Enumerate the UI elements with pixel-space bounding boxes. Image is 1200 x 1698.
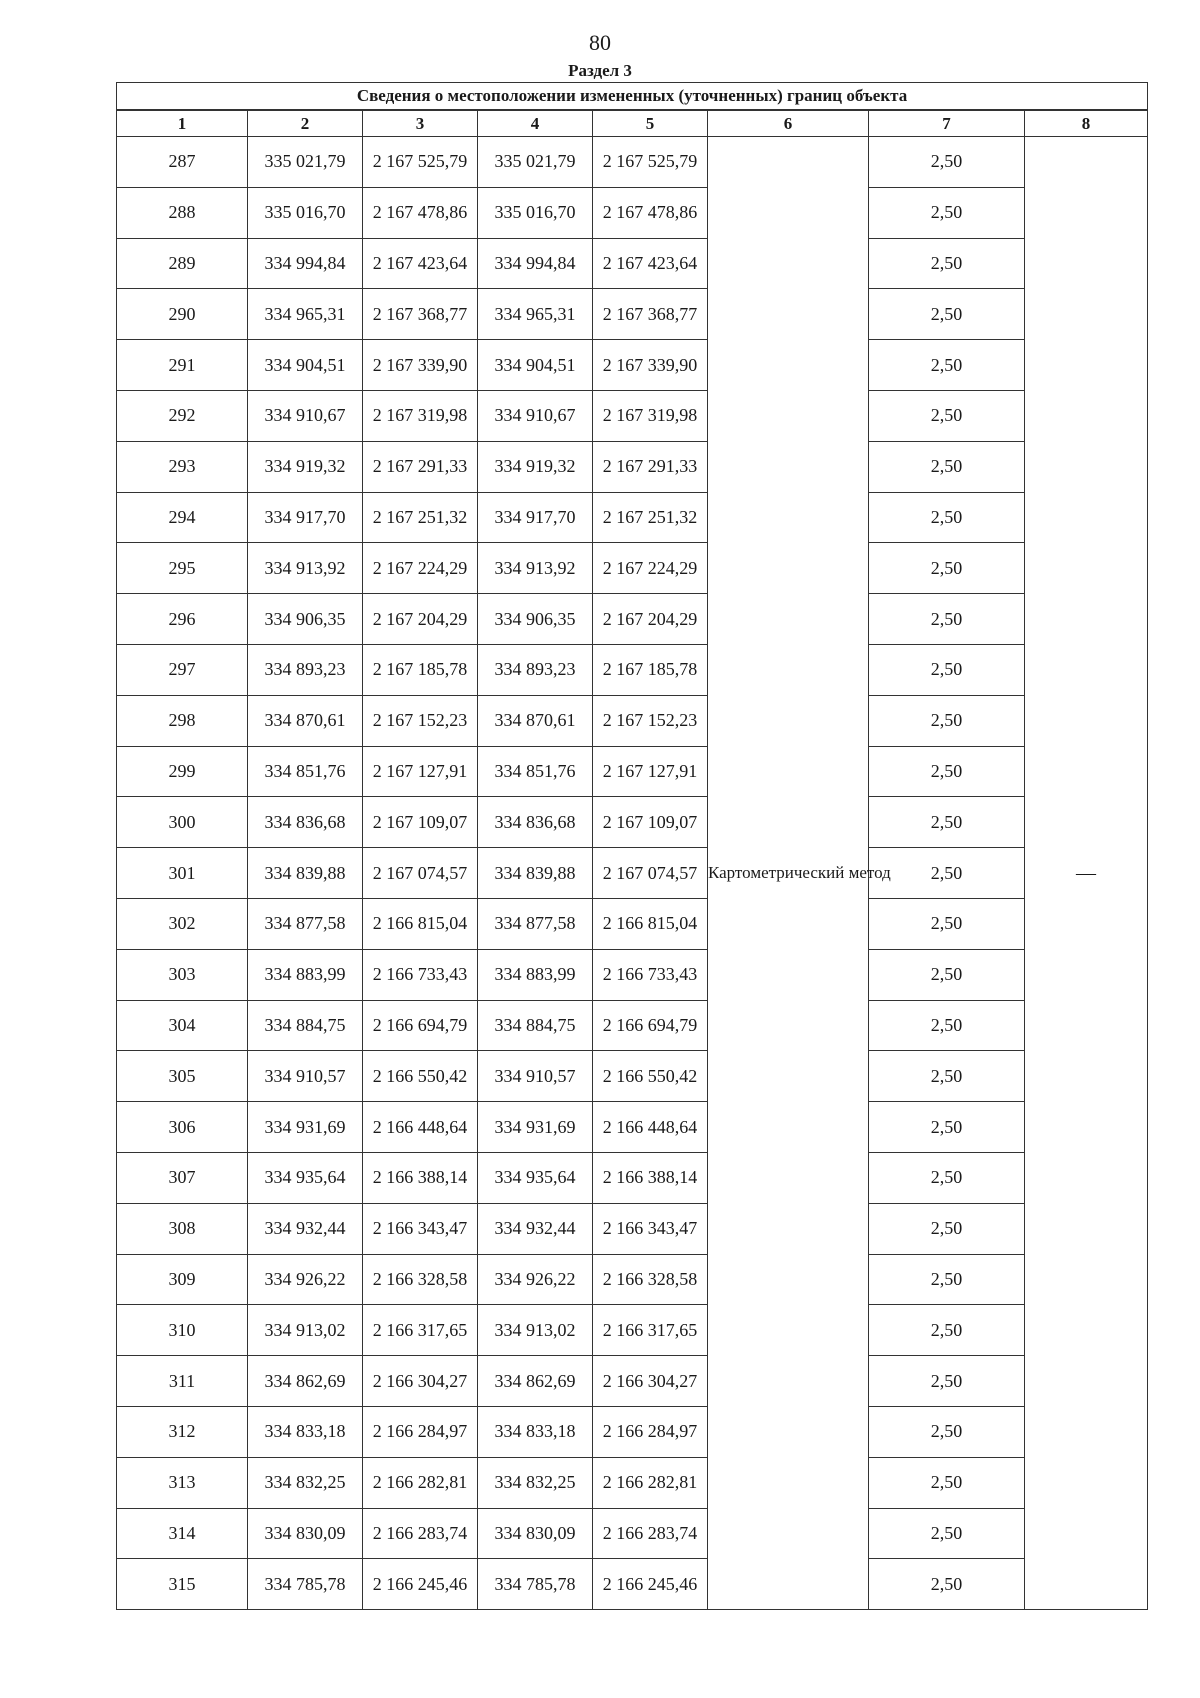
refined-y-cell: 2 166 550,42	[593, 1051, 708, 1102]
point-number-cell: 299	[117, 746, 248, 797]
existing-y-cell: 2 166 245,46	[363, 1559, 478, 1610]
table-row	[117, 492, 1148, 543]
existing-y-cell: 2 166 282,81	[363, 1457, 478, 1508]
accuracy-cell: 2,50	[869, 1254, 1025, 1305]
accuracy-cell: 2,50	[869, 340, 1025, 391]
refined-x-cell: 334 917,70	[478, 492, 593, 543]
refined-x-cell: 334 935,64	[478, 1152, 593, 1203]
point-number-cell: 309	[117, 1254, 248, 1305]
accuracy-cell: 2,50	[869, 1305, 1025, 1356]
existing-x-cell: 334 910,57	[248, 1051, 363, 1102]
existing-x-cell: 334 883,99	[248, 949, 363, 1000]
table-row	[117, 949, 1148, 1000]
method-cell: Картометрический метод	[708, 137, 869, 1610]
existing-x-cell: 334 906,35	[248, 594, 363, 645]
accuracy-cell: 2,50	[869, 594, 1025, 645]
refined-x-cell: 334 910,57	[478, 1051, 593, 1102]
table-row	[117, 187, 1148, 238]
refined-x-cell: 334 877,58	[478, 898, 593, 949]
refined-x-cell: 334 862,69	[478, 1356, 593, 1407]
accuracy-cell: 2,50	[869, 695, 1025, 746]
refined-x-cell: 334 884,75	[478, 1000, 593, 1051]
point-number-cell: 315	[117, 1559, 248, 1610]
point-number-cell: 306	[117, 1102, 248, 1153]
point-number-cell: 288	[117, 187, 248, 238]
refined-x-cell: 334 851,76	[478, 746, 593, 797]
refined-x-cell: 334 870,61	[478, 695, 593, 746]
table-row	[117, 137, 1148, 188]
point-number-cell: 312	[117, 1406, 248, 1457]
refined-y-cell: 2 166 284,97	[593, 1406, 708, 1457]
refined-y-cell: 2 166 304,27	[593, 1356, 708, 1407]
accuracy-cell: 2,50	[869, 238, 1025, 289]
point-number-cell: 292	[117, 390, 248, 441]
existing-x-cell: 334 965,31	[248, 289, 363, 340]
point-number-cell: 305	[117, 1051, 248, 1102]
existing-x-cell: 334 893,23	[248, 644, 363, 695]
refined-x-cell: 334 926,22	[478, 1254, 593, 1305]
refined-y-cell: 2 167 152,23	[593, 695, 708, 746]
point-number-cell: 300	[117, 797, 248, 848]
existing-x-cell: 334 904,51	[248, 340, 363, 391]
refined-y-cell: 2 167 319,98	[593, 390, 708, 441]
existing-x-cell: 335 016,70	[248, 187, 363, 238]
point-number-cell: 303	[117, 949, 248, 1000]
accuracy-cell: 2,50	[869, 1102, 1025, 1153]
point-number-cell: 297	[117, 644, 248, 695]
table-row	[117, 1203, 1148, 1254]
refined-y-cell: 2 167 423,64	[593, 238, 708, 289]
column-number-1: 1	[117, 110, 248, 137]
existing-y-cell: 2 167 251,32	[363, 492, 478, 543]
existing-y-cell: 2 166 328,58	[363, 1254, 478, 1305]
point-number-cell: 313	[117, 1457, 248, 1508]
existing-y-cell: 2 167 319,98	[363, 390, 478, 441]
column-number-4: 4	[478, 110, 593, 137]
table-body	[117, 137, 1148, 1610]
point-number-cell: 301	[117, 848, 248, 899]
table-row	[117, 1457, 1148, 1508]
existing-x-cell: 334 862,69	[248, 1356, 363, 1407]
existing-y-cell: 2 167 127,91	[363, 746, 478, 797]
point-number-cell: 289	[117, 238, 248, 289]
accuracy-cell: 2,50	[869, 1406, 1025, 1457]
refined-y-cell: 2 167 525,79	[593, 137, 708, 188]
accuracy-cell: 2,50	[869, 543, 1025, 594]
refined-x-cell: 334 919,32	[478, 441, 593, 492]
table-row	[117, 238, 1148, 289]
point-number-cell: 304	[117, 1000, 248, 1051]
accuracy-cell: 2,50	[869, 441, 1025, 492]
existing-y-cell: 2 166 733,43	[363, 949, 478, 1000]
refined-y-cell: 2 167 204,29	[593, 594, 708, 645]
refined-x-cell: 334 833,18	[478, 1406, 593, 1457]
point-number-cell: 290	[117, 289, 248, 340]
column-number-3: 3	[363, 110, 478, 137]
table-row	[117, 797, 1148, 848]
existing-y-cell: 2 167 204,29	[363, 594, 478, 645]
table-row	[117, 390, 1148, 441]
refined-x-cell: 334 994,84	[478, 238, 593, 289]
accuracy-cell: 2,50	[869, 390, 1025, 441]
existing-x-cell: 334 839,88	[248, 848, 363, 899]
column-number-2: 2	[248, 110, 363, 137]
accuracy-cell: 2,50	[869, 187, 1025, 238]
existing-y-cell: 2 166 317,65	[363, 1305, 478, 1356]
existing-x-cell: 334 935,64	[248, 1152, 363, 1203]
column-number-5: 5	[593, 110, 708, 137]
existing-x-cell: 334 913,92	[248, 543, 363, 594]
table-caption: Сведения о местоположении измененных (уточненных) границ объекта	[117, 83, 1148, 111]
table-row	[117, 848, 1148, 899]
existing-x-cell: 334 833,18	[248, 1406, 363, 1457]
refined-y-cell: 2 167 185,78	[593, 644, 708, 695]
point-number-cell: 295	[117, 543, 248, 594]
refined-x-cell: 335 016,70	[478, 187, 593, 238]
refined-x-cell: 334 904,51	[478, 340, 593, 391]
table-row	[117, 1559, 1148, 1610]
refined-y-cell: 2 167 224,29	[593, 543, 708, 594]
existing-y-cell: 2 167 291,33	[363, 441, 478, 492]
existing-x-cell: 334 836,68	[248, 797, 363, 848]
refined-y-cell: 2 166 388,14	[593, 1152, 708, 1203]
existing-y-cell: 2 166 284,97	[363, 1406, 478, 1457]
existing-y-cell: 2 167 525,79	[363, 137, 478, 188]
existing-x-cell: 334 870,61	[248, 695, 363, 746]
accuracy-cell: 2,50	[869, 746, 1025, 797]
refined-y-cell: 2 166 733,43	[593, 949, 708, 1000]
existing-y-cell: 2 166 694,79	[363, 1000, 478, 1051]
refined-x-cell: 334 906,35	[478, 594, 593, 645]
accuracy-cell: 2,50	[869, 949, 1025, 1000]
refined-y-cell: 2 167 109,07	[593, 797, 708, 848]
table-row	[117, 746, 1148, 797]
refined-x-cell: 334 965,31	[478, 289, 593, 340]
table-row	[117, 1000, 1148, 1051]
refined-y-cell: 2 167 074,57	[593, 848, 708, 899]
existing-x-cell: 334 913,02	[248, 1305, 363, 1356]
refined-y-cell: 2 167 291,33	[593, 441, 708, 492]
accuracy-cell: 2,50	[869, 1203, 1025, 1254]
refined-x-cell: 334 832,25	[478, 1457, 593, 1508]
column-number-8: 8	[1025, 110, 1148, 137]
point-number-cell: 287	[117, 137, 248, 188]
existing-y-cell: 2 166 388,14	[363, 1152, 478, 1203]
existing-y-cell: 2 167 109,07	[363, 797, 478, 848]
refined-x-cell: 334 893,23	[478, 644, 593, 695]
existing-y-cell: 2 167 152,23	[363, 695, 478, 746]
existing-y-cell: 2 166 550,42	[363, 1051, 478, 1102]
existing-y-cell: 2 166 343,47	[363, 1203, 478, 1254]
refined-x-cell: 334 785,78	[478, 1559, 593, 1610]
accuracy-cell: 2,50	[869, 1508, 1025, 1559]
accuracy-cell: 2,50	[869, 1152, 1025, 1203]
existing-y-cell: 2 167 368,77	[363, 289, 478, 340]
table-row	[117, 1152, 1148, 1203]
existing-y-cell: 2 166 304,27	[363, 1356, 478, 1407]
table-row	[117, 1305, 1148, 1356]
refined-x-cell: 335 021,79	[478, 137, 593, 188]
column-number-7: 7	[869, 110, 1025, 137]
refined-y-cell: 2 166 282,81	[593, 1457, 708, 1508]
existing-x-cell: 334 931,69	[248, 1102, 363, 1153]
accuracy-cell: 2,50	[869, 644, 1025, 695]
note-cell: —	[1025, 137, 1148, 1610]
refined-y-cell: 2 167 339,90	[593, 340, 708, 391]
point-number-cell: 310	[117, 1305, 248, 1356]
table-row	[117, 1254, 1148, 1305]
point-number-cell: 302	[117, 898, 248, 949]
refined-y-cell: 2 166 245,46	[593, 1559, 708, 1610]
refined-x-cell: 334 883,99	[478, 949, 593, 1000]
point-number-cell: 308	[117, 1203, 248, 1254]
coordinates-table	[116, 82, 1148, 1610]
refined-y-cell: 2 166 694,79	[593, 1000, 708, 1051]
existing-y-cell: 2 166 448,64	[363, 1102, 478, 1153]
refined-x-cell: 334 839,88	[478, 848, 593, 899]
table-row	[117, 340, 1148, 391]
point-number-cell: 314	[117, 1508, 248, 1559]
existing-y-cell: 2 166 283,74	[363, 1508, 478, 1559]
refined-x-cell: 334 910,67	[478, 390, 593, 441]
refined-x-cell: 334 913,02	[478, 1305, 593, 1356]
accuracy-cell: 2,50	[869, 1559, 1025, 1610]
existing-x-cell: 334 926,22	[248, 1254, 363, 1305]
point-number-cell: 291	[117, 340, 248, 391]
accuracy-cell: 2,50	[869, 1356, 1025, 1407]
refined-y-cell: 2 166 317,65	[593, 1305, 708, 1356]
column-number-row	[117, 110, 1148, 137]
refined-y-cell: 2 167 251,32	[593, 492, 708, 543]
table-row	[117, 695, 1148, 746]
existing-y-cell: 2 167 224,29	[363, 543, 478, 594]
accuracy-cell: 2,50	[869, 898, 1025, 949]
point-number-cell: 307	[117, 1152, 248, 1203]
refined-x-cell: 334 913,92	[478, 543, 593, 594]
existing-y-cell: 2 167 185,78	[363, 644, 478, 695]
accuracy-cell: 2,50	[869, 1051, 1025, 1102]
refined-y-cell: 2 167 127,91	[593, 746, 708, 797]
refined-x-cell: 334 830,09	[478, 1508, 593, 1559]
table-row	[117, 441, 1148, 492]
table-row	[117, 1508, 1148, 1559]
refined-x-cell: 334 931,69	[478, 1102, 593, 1153]
table-row	[117, 289, 1148, 340]
refined-y-cell: 2 166 448,64	[593, 1102, 708, 1153]
point-number-cell: 294	[117, 492, 248, 543]
accuracy-cell: 2,50	[869, 289, 1025, 340]
existing-y-cell: 2 166 815,04	[363, 898, 478, 949]
accuracy-cell: 2,50	[869, 1000, 1025, 1051]
existing-x-cell: 334 884,75	[248, 1000, 363, 1051]
table-row	[117, 644, 1148, 695]
existing-x-cell: 334 785,78	[248, 1559, 363, 1610]
existing-x-cell: 334 832,25	[248, 1457, 363, 1508]
refined-x-cell: 334 836,68	[478, 797, 593, 848]
existing-x-cell: 334 919,32	[248, 441, 363, 492]
point-number-cell: 298	[117, 695, 248, 746]
refined-y-cell: 2 166 343,47	[593, 1203, 708, 1254]
refined-x-cell: 334 932,44	[478, 1203, 593, 1254]
accuracy-cell: 2,50	[869, 848, 1025, 899]
existing-x-cell: 334 830,09	[248, 1508, 363, 1559]
existing-x-cell: 334 917,70	[248, 492, 363, 543]
accuracy-cell: 2,50	[869, 137, 1025, 188]
table-row	[117, 1102, 1148, 1153]
existing-x-cell: 334 994,84	[248, 238, 363, 289]
refined-y-cell: 2 166 328,58	[593, 1254, 708, 1305]
accuracy-cell: 2,50	[869, 797, 1025, 848]
point-number-cell: 296	[117, 594, 248, 645]
point-number-cell: 293	[117, 441, 248, 492]
table-row	[117, 1356, 1148, 1407]
refined-y-cell: 2 166 283,74	[593, 1508, 708, 1559]
existing-y-cell: 2 167 074,57	[363, 848, 478, 899]
table-row	[117, 1406, 1148, 1457]
existing-x-cell: 335 021,79	[248, 137, 363, 188]
existing-x-cell: 334 932,44	[248, 1203, 363, 1254]
existing-y-cell: 2 167 478,86	[363, 187, 478, 238]
existing-x-cell: 334 877,58	[248, 898, 363, 949]
refined-y-cell: 2 167 368,77	[593, 289, 708, 340]
section-title: Раздел 3	[568, 61, 632, 80]
existing-y-cell: 2 167 423,64	[363, 238, 478, 289]
refined-y-cell: 2 166 815,04	[593, 898, 708, 949]
table-row	[117, 543, 1148, 594]
existing-x-cell: 334 851,76	[248, 746, 363, 797]
accuracy-cell: 2,50	[869, 1457, 1025, 1508]
table-row	[117, 898, 1148, 949]
table-row	[117, 1051, 1148, 1102]
column-number-6: 6	[708, 110, 869, 137]
existing-y-cell: 2 167 339,90	[363, 340, 478, 391]
page-number: 80	[589, 30, 611, 55]
point-number-cell: 311	[117, 1356, 248, 1407]
accuracy-cell: 2,50	[869, 492, 1025, 543]
existing-x-cell: 334 910,67	[248, 390, 363, 441]
table-row	[117, 594, 1148, 645]
refined-y-cell: 2 167 478,86	[593, 187, 708, 238]
